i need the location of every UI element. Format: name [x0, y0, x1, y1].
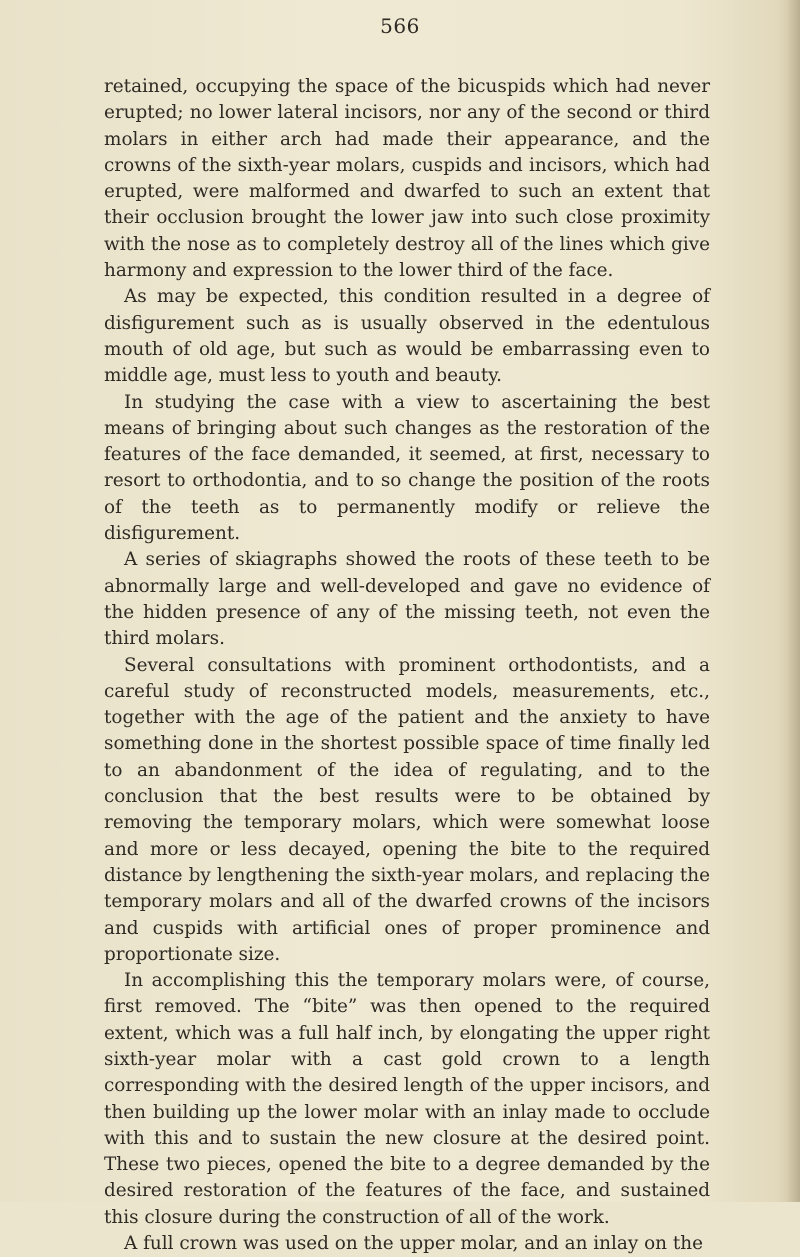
paragraph: A series of skiagraphs showed the roots of these teeth to be abnormally large and well-developed and gave no evidence of the hidden presence of any of the missing teeth, not even the third molars.	[104, 549, 710, 650]
paragraph: As may be expected, this condition resulted in a degree of disfigurement such as is usually observed in the edentulous mouth of old age, but such as would be embarrassing even to middle age, must less to youth and beauty.	[104, 286, 710, 387]
paragraph: Several consultations with prominent orthodontists, and a careful study of reconstructed models, measurements, etc., together with the age of the patient and the anxiety to have something done in the shortest possible space of time finally led to an abandonment of the idea of regulating, and to the conclusion that the best results were to be obtained by removing the temporary molars, which were somewhat loose and more or less decayed, opening the bite to the required distance by lengthening the sixth-year molars, and replacing the temporary molars and all of the dwarfed crowns of the incisors and cuspids with artificial ones of proper prominence and proportionate size.	[104, 654, 710, 965]
paragraph-partial: A full crown was used on the upper molar, and an inlay on the	[124, 1233, 703, 1255]
paragraph: In accomplishing this the temporary molars were, of course, first removed. The “bite” was then opened to the required extent, which was a full half inch, by elongating the upper right sixth-year molar with a cast gold crown to a length corresponding with the desired length of the upper incisors, and then building up the lower molar with an inlay made to occlude with this and to sustain the new closure at the desired point. These two pieces, opened the bite to a degree demanded by the desired restoration of the features of the face, and sustained this closure during the construction of all of the work.	[104, 970, 710, 1228]
page-number: 566	[380, 14, 420, 38]
page-edge-shadow	[786, 0, 800, 1202]
paragraph-continued: retained, occupying the space of the bicuspids which had never erupted; no lower lateral incisors, nor any of the second or third molars in either arch had made their appearance, and the crowns of the sixth-year molars, cuspids and incisors, which had erupted, were malformed and dwarfed to such an extent that their occlusion brought the lower jaw into such close proximity with the nose as to completely destroy all of the lines which give harmony and expression to the lower third of the face.	[104, 76, 710, 282]
paragraph: In studying the case with a view to ascertaining the best means of bringing about such changes as the restoration of the features of the face demanded, it seemed, at first, necessary to resort to orthodontia, and to so change the position of the roots of the teeth as to permanently modify or relieve the disfigurement.	[104, 391, 710, 545]
body-text	[104, 74, 710, 1257]
